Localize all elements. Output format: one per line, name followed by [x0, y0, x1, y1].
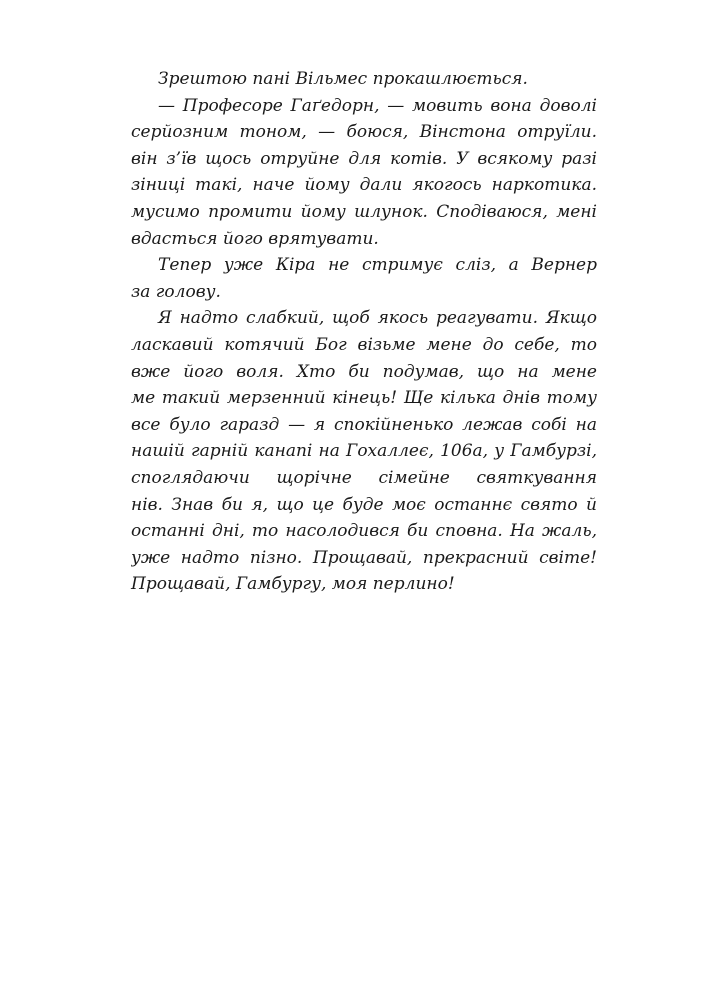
text-line: вдасться його врятувати.	[131, 228, 379, 249]
text-line: Тепер уже Кіра не стримує сліз, а Вернер	[158, 255, 597, 276]
text-line: нашій гарній канапі на Гохаллеє, 106а, у Гамбурзі,	[131, 441, 597, 462]
paragraph	[131, 66, 597, 93]
text-line: — Професоре Гаґедорн, — мовить вона доволі	[158, 95, 597, 116]
text-line: мусимо промити йому шлунок. Сподіваюся, мені	[131, 201, 597, 222]
text-line: за голову.	[131, 281, 221, 302]
text-line: серйозним тоном, — боюся, Вінстона отруїли.	[131, 122, 597, 143]
paragraph	[131, 252, 597, 305]
text-line: уже надто пізно. Прощавай, прекрасний світе!	[131, 547, 597, 568]
paragraph	[131, 305, 597, 598]
paragraph	[131, 93, 597, 253]
text-line: Прощавай, Гамбургу, моя перлино!	[131, 574, 455, 595]
text-line: вже його воля. Хто би подумав, що на мене	[131, 361, 597, 382]
text-line: все було гаразд — я спокійненько лежав собі на	[131, 414, 597, 435]
text-line: ме такий мерзенний кінець! Ще кілька днів тому	[131, 388, 597, 409]
text-line: зіниці такі, наче йому дали якогось наркотика.	[131, 175, 597, 196]
body-text	[131, 66, 597, 598]
text-line: останні дні, то насолодився би сповна. На жаль,	[131, 521, 597, 542]
text-line: нів. Знав би я, що це буде моє останнє свято й	[131, 494, 597, 515]
text-line: він з’їв щось отруйне для котів. У всякому разі	[131, 148, 597, 169]
text-line: ласкавий котячий Бог візьме мене до себе, то	[131, 334, 597, 355]
text-line: Я надто слабкий, щоб якось реагувати. Якщо	[158, 308, 597, 329]
text-line: Зрештою пані Вільмес прокашлюється.	[158, 69, 528, 89]
text-line: споглядаючи щорічне сімейне святкування	[131, 467, 597, 488]
